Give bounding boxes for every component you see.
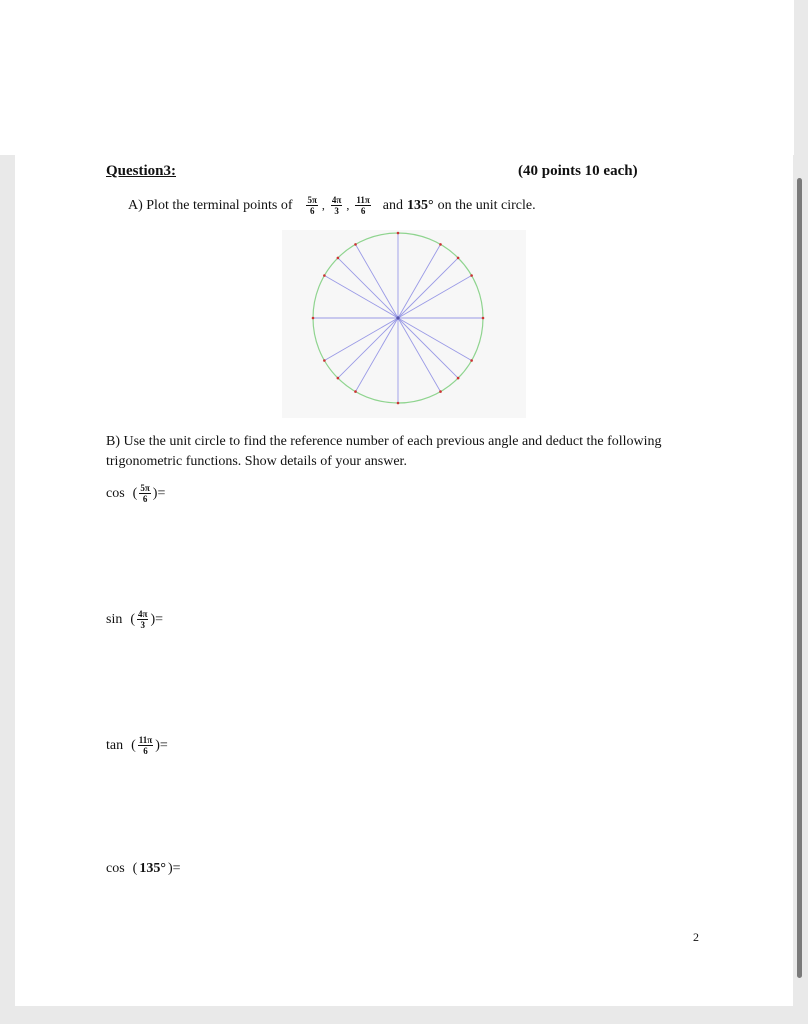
page-number: 2 xyxy=(693,930,699,944)
spoke-120deg xyxy=(356,244,399,318)
spoke-45deg xyxy=(398,258,458,318)
cos-135-expression: cos ( 135° )= xyxy=(106,861,181,876)
spoke-315deg xyxy=(398,318,458,378)
point-300deg xyxy=(439,390,442,393)
document-page xyxy=(15,155,793,1006)
point-210deg xyxy=(323,359,326,362)
point-240deg xyxy=(354,390,357,393)
fraction-5pi-6: $\frac{5\pi}{6}$ xyxy=(307,195,317,216)
point-315deg xyxy=(457,377,460,380)
point-30deg xyxy=(470,274,473,277)
fraction-11pi-6: $\frac{11\pi}{6}$ xyxy=(356,195,370,216)
unit-circle-figure xyxy=(282,230,526,418)
vertical-scrollbar[interactable] xyxy=(797,178,802,978)
point-120deg xyxy=(354,243,357,246)
cos-5pi-6-expression: cos ( $\frac{5\pi}{6}$ )= xyxy=(106,483,166,504)
part-a-suffix: on the unit circle. xyxy=(437,197,536,213)
point-0deg xyxy=(482,317,485,320)
point-45deg xyxy=(457,257,460,260)
spoke-240deg xyxy=(356,318,399,392)
unit-circle-svg xyxy=(282,230,526,418)
point-150deg xyxy=(323,274,326,277)
point-90deg xyxy=(397,232,400,235)
point-270deg xyxy=(397,402,400,405)
point-135deg xyxy=(337,257,340,260)
spoke-225deg xyxy=(338,318,398,378)
tan-11pi-6-expression: tan ( $\frac{11\pi}{6}$ )= xyxy=(106,735,168,756)
fraction-4pi-3: $\frac{4\pi}{3}$ xyxy=(331,195,342,216)
points-label: (40 points 10 each) xyxy=(518,163,638,179)
part-a-degree: 135° xyxy=(407,197,434,213)
top-blank-area xyxy=(0,0,794,155)
part-b-instruction: B) Use the unit circle to find the reference number of each previous angle and deduct the following trigonometric functions. Show details of your answer. xyxy=(106,434,662,469)
part-a-and: and xyxy=(382,197,404,213)
point-180deg xyxy=(312,317,315,320)
spoke-30deg xyxy=(398,276,472,319)
spoke-300deg xyxy=(398,318,441,392)
spoke-210deg xyxy=(324,318,398,361)
point-60deg xyxy=(439,243,442,246)
spoke-330deg xyxy=(398,318,472,361)
point-225deg xyxy=(337,377,340,380)
spoke-150deg xyxy=(324,276,398,319)
part-a-instruction: A) Plot the terminal points of $\frac{5\pi}{6}$ , $\frac{4\pi}{3}$ , $\frac{11\pi}{6}$ and 135° on the unit circle. xyxy=(128,195,536,216)
question-title: Question3: xyxy=(106,163,177,179)
origin-point xyxy=(396,316,399,319)
sin-4pi-3-expression: sin ( $\frac{4\pi}{3}$ )= xyxy=(106,609,164,630)
spoke-60deg xyxy=(398,244,441,318)
part-a-prefix: A) Plot the terminal points of xyxy=(128,197,293,213)
point-330deg xyxy=(470,359,473,362)
spoke-135deg xyxy=(338,258,398,318)
